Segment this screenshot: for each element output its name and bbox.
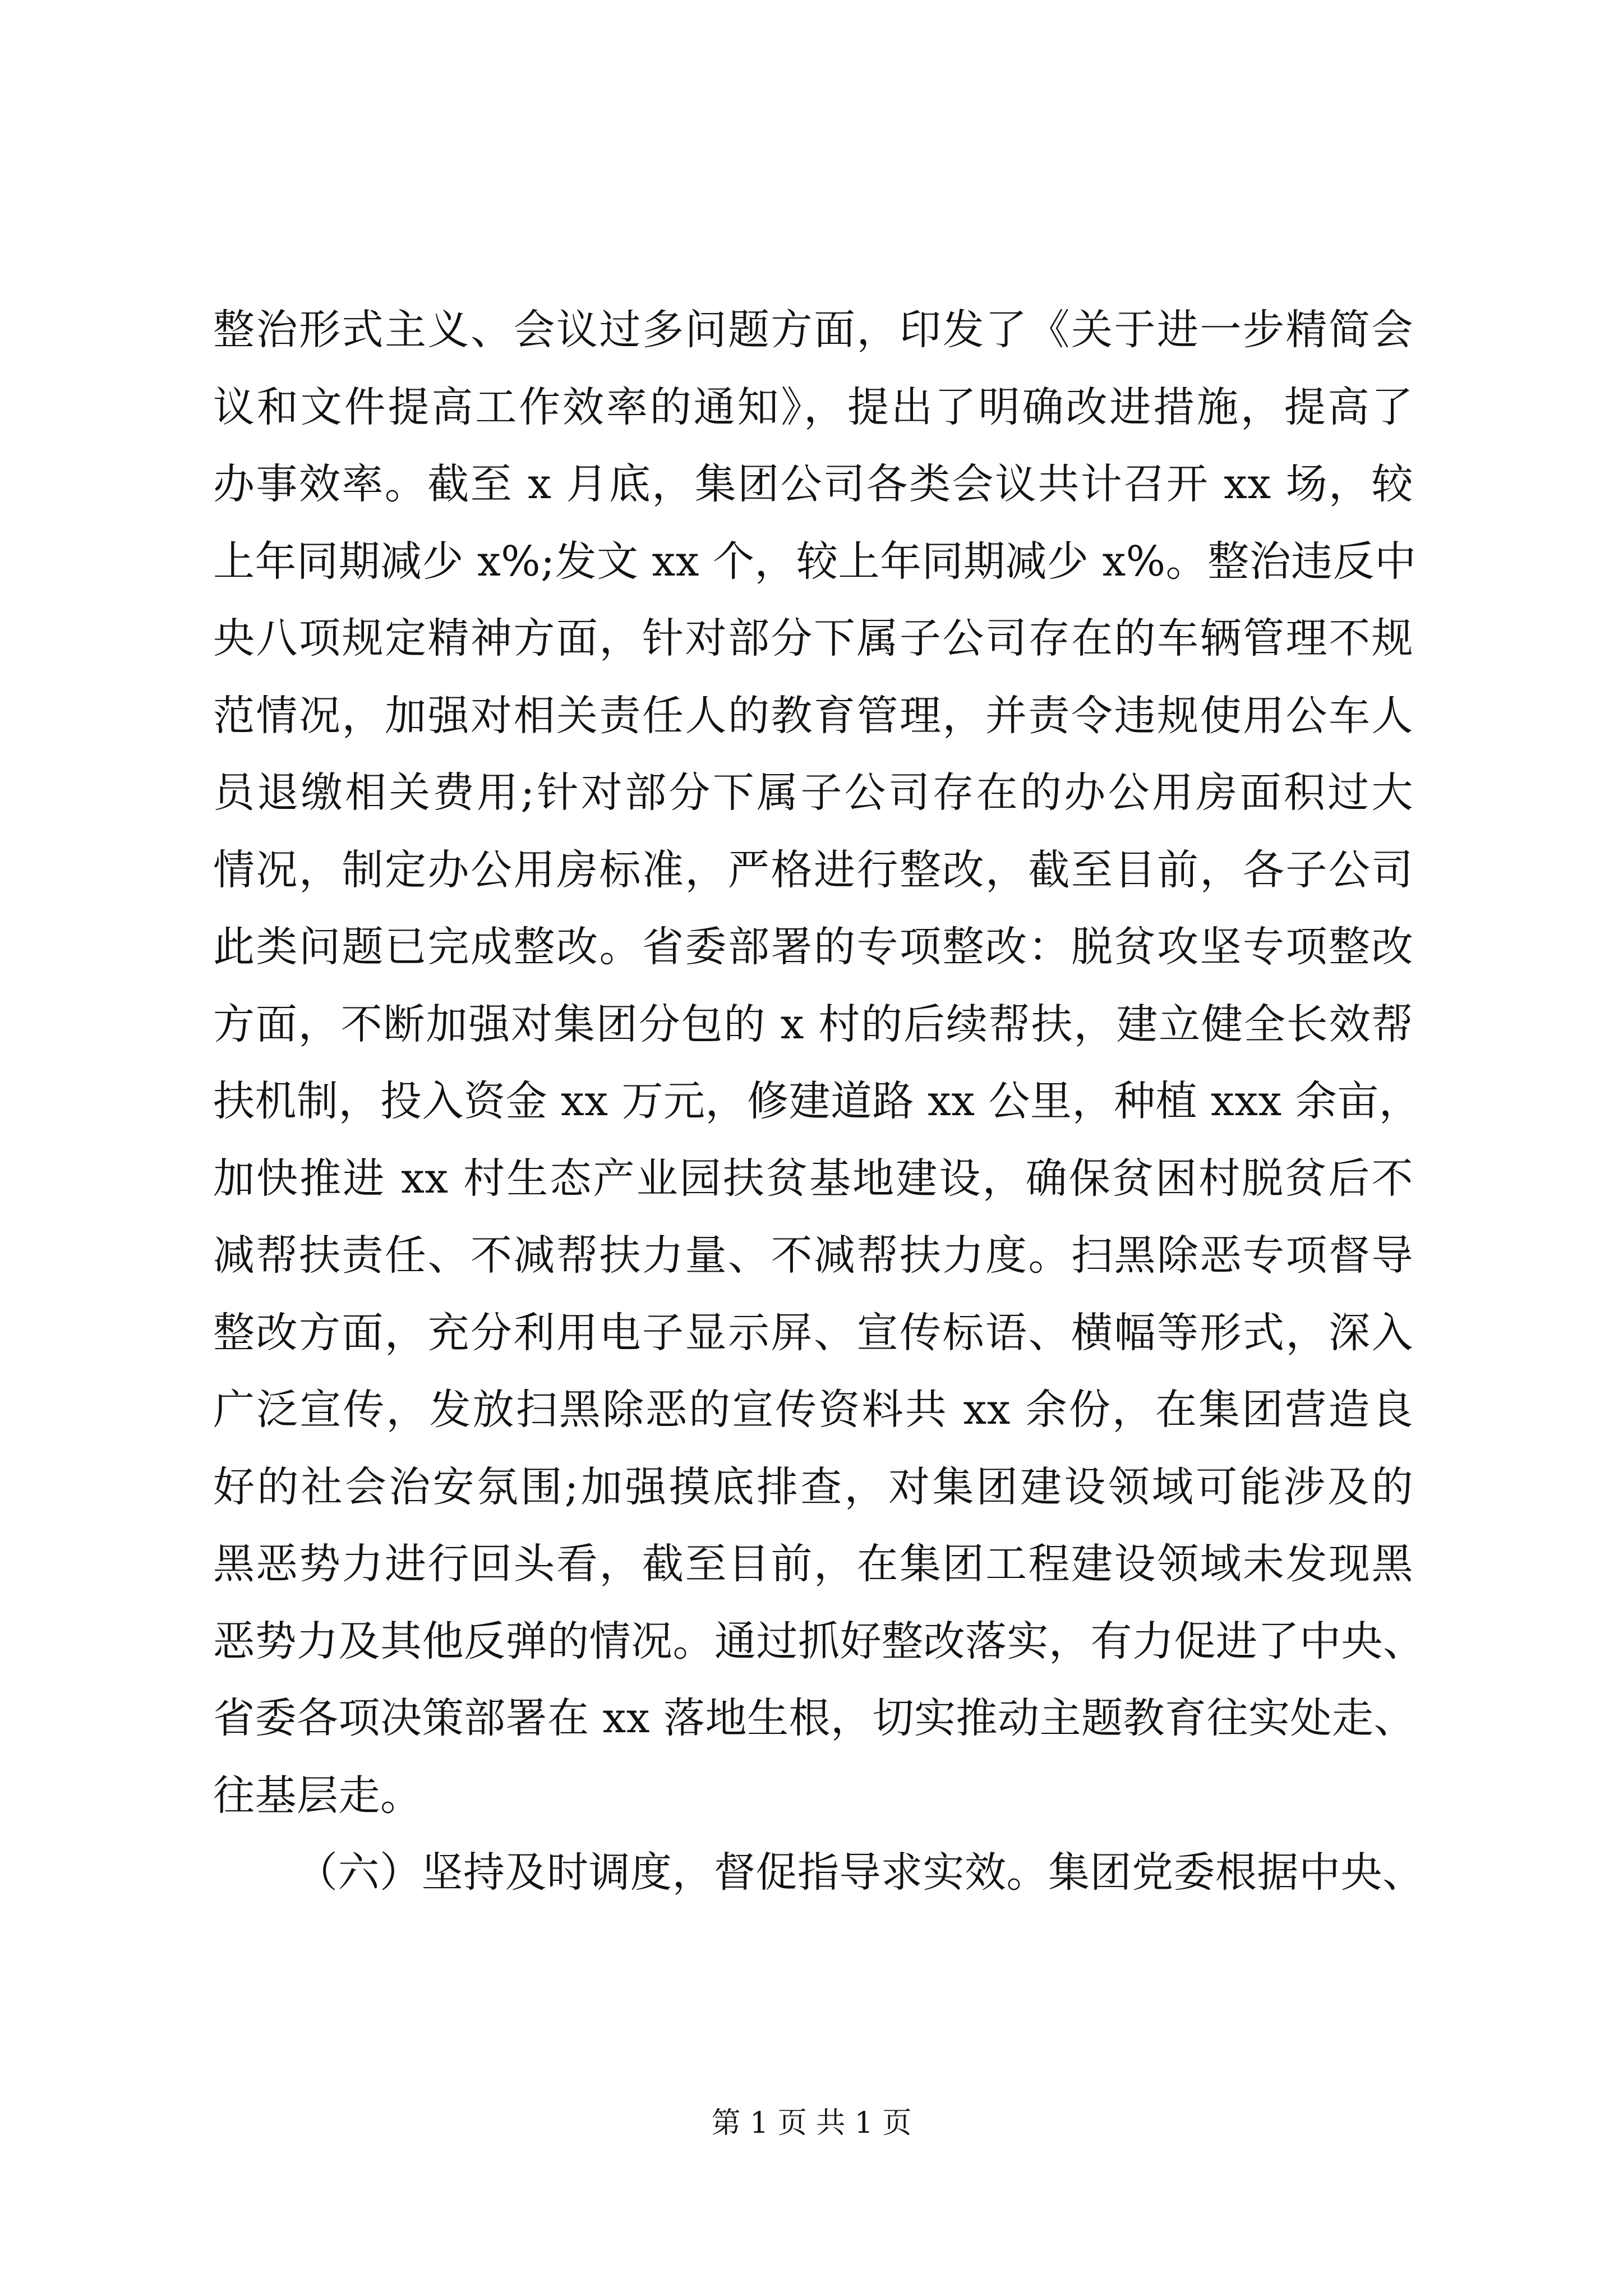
text-line-14: 整改方面，充分利用电子显示屏、宣传标语、横幅等形式，深入 — [213, 1308, 1413, 1357]
text-line-13: 减帮扶责任、不减帮扶力量、不减帮扶力度。扫黑除恶专项督导 — [213, 1231, 1413, 1280]
text-line-3: 办事效率。截至 x 月底，集团公司各类会议共计召开 xx 场，较 — [213, 460, 1413, 508]
text-line-6: 范情况，加强对相关责任人的教育管理，并责令违规使用公车人 — [213, 691, 1413, 740]
text-line-2: 议和文件提高工作效率的通知》，提出了明确改进措施，提高了 — [213, 383, 1413, 431]
text-line-5: 央八项规定精神方面，针对部分下属子公司存在的车辆管理不规 — [213, 614, 1413, 662]
text-line-19: 省委各项决策部署在 xx 落地生根，切实推动主题教育往实处走、 — [213, 1694, 1416, 1742]
text-line-1: 整治形式主义、会议过多问题方面，印发了《关于进一步精简会 — [213, 306, 1413, 354]
text-line-7: 员退缴相关费用;针对部分下属子公司存在的办公用房面积过大 — [213, 769, 1413, 817]
text-line-4: 上年同期减少 x%;发文 xx 个，较上年同期减少 x%。整治违反中 — [213, 537, 1417, 586]
text-line-18: 恶势力及其他反弹的情况。通过抓好整改落实，有力促进了中央、 — [213, 1617, 1425, 1665]
text-line-17: 黑恶势力进行回头看，截至目前，在集团工程建设领域未发现黑 — [213, 1540, 1413, 1588]
text-line-20: 往基层走。 — [213, 1771, 422, 1820]
body-text — [213, 292, 1425, 1912]
page-footer: 第 1 页 共 1 页 — [711, 2106, 912, 2140]
text-line-12: 加快推进 xx 村生态产业园扶贫基地建设，确保贫困村脱贫后不 — [213, 1154, 1413, 1203]
text-line-10: 方面，不断加强对集团分包的 x 村的后续帮扶，建立健全长效帮 — [213, 1000, 1413, 1048]
text-line-9: 此类问题已完成整改。省委部署的专项整改：脱贫攻坚专项整改 — [213, 923, 1413, 971]
text-line-11: 扶机制，投入资金 xx 万元，修建道路 xx 公里，种植 xxx 余亩， — [213, 1077, 1421, 1125]
text-line-8: 情况，制定办公用房标准，严格进行整改，截至目前，各子公司 — [213, 845, 1413, 894]
text-line-16: 好的社会治安氛围;加强摸底排查，对集团建设领域可能涉及的 — [213, 1462, 1413, 1511]
text-line-15: 广泛宣传，发放扫黑除恶的宣传资料共 xx 余份，在集团营造良 — [213, 1386, 1413, 1434]
section-heading-line: （六）坚持及时调度，督促指导求实效。集团党委根据中央、 — [296, 1848, 1424, 1897]
